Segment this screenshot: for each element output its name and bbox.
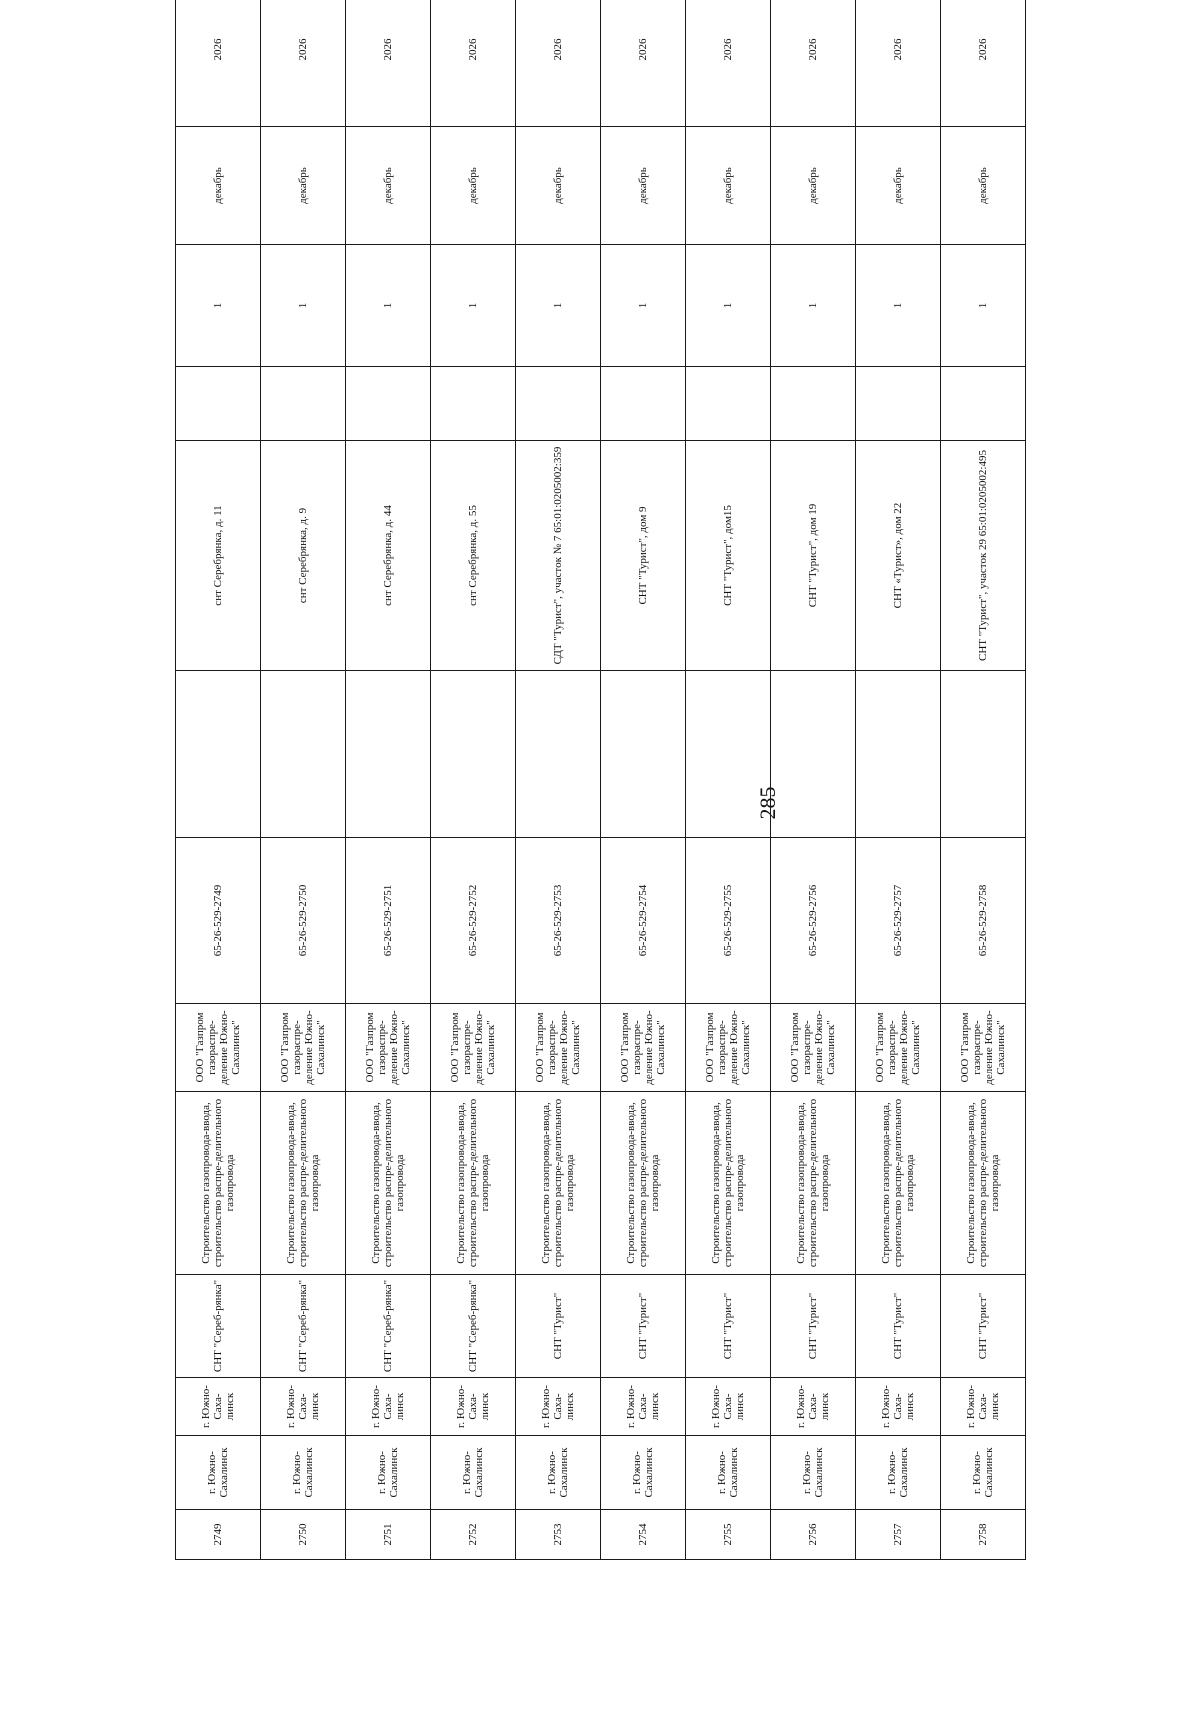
registry-code: 65-26-529-2749 xyxy=(176,838,261,1004)
work-description: Строительство газопровода-ввода, строительство распре-делительного газопровода xyxy=(346,1092,431,1275)
snt-cell: СНТ "Турист" xyxy=(941,1275,1026,1378)
snt-cell: СНТ "Турист" xyxy=(856,1275,941,1378)
table-row xyxy=(431,0,516,1560)
quantity-cell: 1 xyxy=(516,245,601,367)
empty-cell xyxy=(261,367,346,441)
month-cell: декабрь xyxy=(686,127,771,245)
year-cell: 2026 xyxy=(431,0,516,127)
table-row xyxy=(346,0,431,1560)
table-row xyxy=(771,0,856,1560)
organization-cell: ООО "Газпром газораспре-деление Южно-Сахалинск" xyxy=(431,1004,516,1092)
work-description: Строительство газопровода-ввода, строительство распре-делительного газопровода xyxy=(261,1092,346,1275)
snt-cell: СНТ "Турист" xyxy=(516,1275,601,1378)
row-number: 2753 xyxy=(516,1510,601,1560)
row-number: 2755 xyxy=(686,1510,771,1560)
work-description: Строительство газопровода-ввода, строительство распре-делительного газопровода xyxy=(601,1092,686,1275)
district-cell: г. Южно-Саха-линск xyxy=(516,1378,601,1436)
year-cell: 2026 xyxy=(176,0,261,127)
city-cell: г. Южно-Сахалинск xyxy=(686,1436,771,1510)
empty-cell xyxy=(601,367,686,441)
quantity-cell: 1 xyxy=(771,245,856,367)
work-description: Строительство газопровода-ввода, строительство распре-делительного газопровода xyxy=(856,1092,941,1275)
year-cell: 2026 xyxy=(601,0,686,127)
work-description: Строительство газопровода-ввода, строительство распре-делительного газопровода xyxy=(941,1092,1026,1275)
empty-cell xyxy=(431,671,516,838)
month-cell: декабрь xyxy=(856,127,941,245)
row-number: 2756 xyxy=(771,1510,856,1560)
address-cell: СДТ "Турист", участок № 7 65:01:0205002:359 xyxy=(516,441,601,671)
work-description: Строительство газопровода-ввода, строительство распре-делительного газопровода xyxy=(771,1092,856,1275)
row-number: 2751 xyxy=(346,1510,431,1560)
city-cell: г. Южно-Сахалинск xyxy=(601,1436,686,1510)
snt-cell: СНТ "Турист" xyxy=(686,1275,771,1378)
registry-code: 65-26-529-2756 xyxy=(771,838,856,1004)
city-cell: г. Южно-Сахалинск xyxy=(516,1436,601,1510)
table-row xyxy=(686,0,771,1560)
month-cell: декабрь xyxy=(941,127,1026,245)
address-cell: СНТ "Турист", дом15 xyxy=(686,441,771,671)
empty-cell xyxy=(686,671,771,838)
year-cell: 2026 xyxy=(346,0,431,127)
month-cell: декабрь xyxy=(176,127,261,245)
empty-cell xyxy=(941,367,1026,441)
empty-cell xyxy=(941,671,1026,838)
year-cell: 2026 xyxy=(771,0,856,127)
table-row xyxy=(261,0,346,1560)
month-cell: декабрь xyxy=(346,127,431,245)
city-cell: г. Южно-Сахалинск xyxy=(346,1436,431,1510)
empty-cell xyxy=(516,367,601,441)
address-cell: снт Серебрянка, д. 9 xyxy=(261,441,346,671)
work-description: Строительство газопровода-ввода, строительство распре-делительного газопровода xyxy=(516,1092,601,1275)
registry-code: 65-26-529-2757 xyxy=(856,838,941,1004)
organization-cell: ООО "Газпром газораспре-деление Южно-Сахалинск" xyxy=(686,1004,771,1092)
district-cell: г. Южно-Саха-линск xyxy=(771,1378,856,1436)
registry-code: 65-26-529-2753 xyxy=(516,838,601,1004)
organization-cell: ООО "Газпром газораспре-деление Южно-Сахалинск" xyxy=(601,1004,686,1092)
quantity-cell: 1 xyxy=(346,245,431,367)
address-cell: снт Серебрянка, д. 44 xyxy=(346,441,431,671)
district-cell: г. Южно-Саха-линск xyxy=(601,1378,686,1436)
row-number: 2750 xyxy=(261,1510,346,1560)
registry-code: 65-26-529-2751 xyxy=(346,838,431,1004)
organization-cell: ООО "Газпром газораспре-деление Южно-Сахалинск" xyxy=(941,1004,1026,1092)
quantity-cell: 1 xyxy=(856,245,941,367)
registry-code: 65-26-529-2755 xyxy=(686,838,771,1004)
district-cell: г. Южно-Саха-линск xyxy=(856,1378,941,1436)
empty-cell xyxy=(431,367,516,441)
table-row xyxy=(516,0,601,1560)
year-cell: 2026 xyxy=(261,0,346,127)
city-cell: г. Южно-Сахалинск xyxy=(431,1436,516,1510)
row-number: 2754 xyxy=(601,1510,686,1560)
page-number: 285 xyxy=(755,786,780,820)
address-cell: СНТ «Турист», дом 22 xyxy=(856,441,941,671)
empty-cell xyxy=(856,367,941,441)
empty-cell xyxy=(516,671,601,838)
district-cell: г. Южно-Саха-линск xyxy=(686,1378,771,1436)
empty-cell xyxy=(771,367,856,441)
month-cell: декабрь xyxy=(261,127,346,245)
snt-cell: СНТ "Турист" xyxy=(771,1275,856,1378)
registry-code: 65-26-529-2750 xyxy=(261,838,346,1004)
organization-cell: ООО "Газпром газораспре-деление Южно-Сахалинск" xyxy=(856,1004,941,1092)
empty-cell xyxy=(771,671,856,838)
work-description: Строительство газопровода-ввода, строительство распре-делительного газопровода xyxy=(431,1092,516,1275)
address-cell: СНТ "Турист", дом 9 xyxy=(601,441,686,671)
work-description: Строительство газопровода-ввода, строительство распре-делительного газопровода xyxy=(176,1092,261,1275)
city-cell: г. Южно-Сахалинск xyxy=(176,1436,261,1510)
table-row xyxy=(856,0,941,1560)
table-row xyxy=(941,0,1026,1560)
year-cell: 2026 xyxy=(941,0,1026,127)
work-description: Строительство газопровода-ввода, строительство распре-делительного газопровода xyxy=(686,1092,771,1275)
empty-cell xyxy=(346,671,431,838)
quantity-cell: 1 xyxy=(176,245,261,367)
month-cell: декабрь xyxy=(431,127,516,245)
organization-cell: ООО "Газпром газораспре-деление Южно-Сахалинск" xyxy=(346,1004,431,1092)
row-number: 2758 xyxy=(941,1510,1026,1560)
year-cell: 2026 xyxy=(856,0,941,127)
table-row xyxy=(176,0,261,1560)
city-cell: г. Южно-Сахалинск xyxy=(771,1436,856,1510)
table-row xyxy=(601,0,686,1560)
snt-cell: СНТ "Сереб-рянка" xyxy=(431,1275,516,1378)
organization-cell: ООО "Газпром газораспре-деление Южно-Сахалинск" xyxy=(261,1004,346,1092)
row-number: 2757 xyxy=(856,1510,941,1560)
empty-cell xyxy=(601,671,686,838)
city-cell: г. Южно-Сахалинск xyxy=(941,1436,1026,1510)
city-cell: г. Южно-Сахалинск xyxy=(856,1436,941,1510)
month-cell: декабрь xyxy=(601,127,686,245)
quantity-cell: 1 xyxy=(686,245,771,367)
year-cell: 2026 xyxy=(686,0,771,127)
city-cell: г. Южно-Сахалинск xyxy=(261,1436,346,1510)
empty-cell xyxy=(686,367,771,441)
address-cell: СНТ "Турист", участок 29 65:01:0205002:495 xyxy=(941,441,1026,671)
quantity-cell: 1 xyxy=(261,245,346,367)
month-cell: декабрь xyxy=(771,127,856,245)
empty-cell xyxy=(261,671,346,838)
registry-code: 65-26-529-2758 xyxy=(941,838,1026,1004)
district-cell: г. Южно-Саха-линск xyxy=(346,1378,431,1436)
quantity-cell: 1 xyxy=(601,245,686,367)
snt-cell: СНТ "Сереб-рянка" xyxy=(346,1275,431,1378)
address-cell: снт Серебрянка, д. 11 xyxy=(176,441,261,671)
empty-cell xyxy=(176,671,261,838)
register-table xyxy=(175,0,1026,1560)
organization-cell: ООО "Газпром газораспре-деление Южно-Сахалинск" xyxy=(516,1004,601,1092)
address-cell: СНТ "Турист", дом 19 xyxy=(771,441,856,671)
organization-cell: ООО "Газпром газораспре-деление Южно-Сахалинск" xyxy=(176,1004,261,1092)
empty-cell xyxy=(856,671,941,838)
quantity-cell: 1 xyxy=(941,245,1026,367)
snt-cell: СНТ "Сереб-рянка" xyxy=(261,1275,346,1378)
empty-cell xyxy=(346,367,431,441)
row-number: 2752 xyxy=(431,1510,516,1560)
snt-cell: СНТ "Сереб-рянка" xyxy=(176,1275,261,1378)
register-sheet xyxy=(175,0,1026,1560)
empty-cell xyxy=(176,367,261,441)
district-cell: г. Южно-Саха-линск xyxy=(941,1378,1026,1436)
snt-cell: СНТ "Турист" xyxy=(601,1275,686,1378)
year-cell: 2026 xyxy=(516,0,601,127)
registry-code: 65-26-529-2754 xyxy=(601,838,686,1004)
month-cell: декабрь xyxy=(516,127,601,245)
district-cell: г. Южно-Саха-линск xyxy=(261,1378,346,1436)
district-cell: г. Южно-Саха-линск xyxy=(431,1378,516,1436)
district-cell: г. Южно-Саха-линск xyxy=(176,1378,261,1436)
organization-cell: ООО "Газпром газораспре-деление Южно-Сахалинск" xyxy=(771,1004,856,1092)
address-cell: снт Серебрянка, д. 55 xyxy=(431,441,516,671)
quantity-cell: 1 xyxy=(431,245,516,367)
registry-code: 65-26-529-2752 xyxy=(431,838,516,1004)
row-number: 2749 xyxy=(176,1510,261,1560)
